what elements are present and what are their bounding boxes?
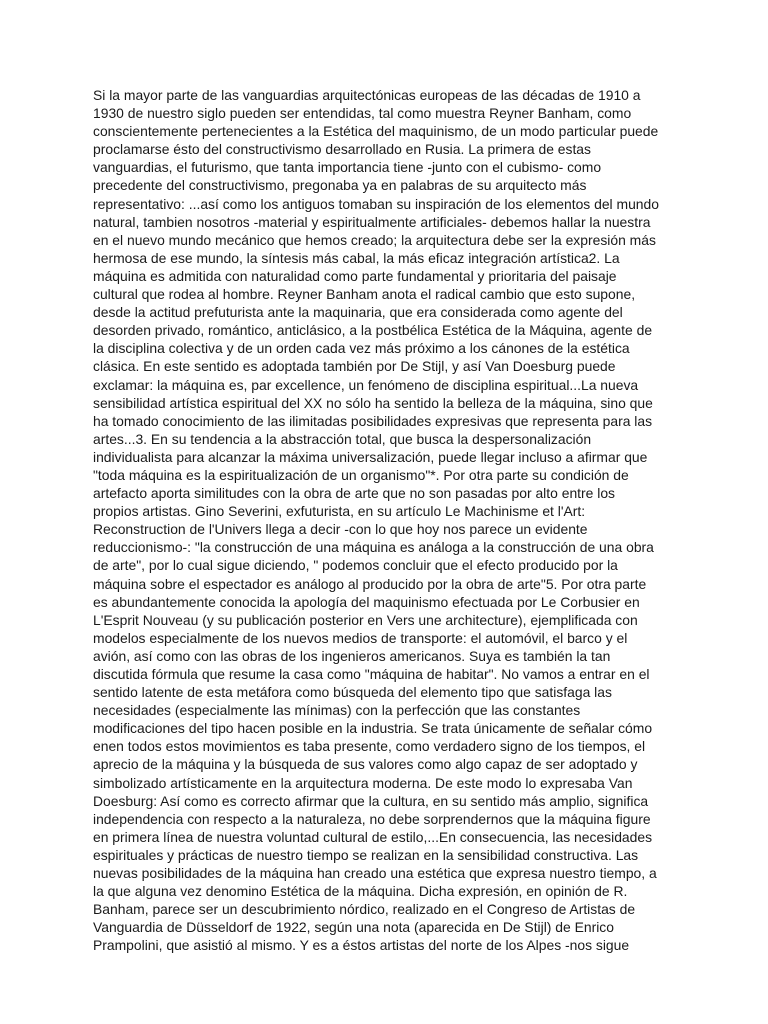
text-line: Prampolini, que asistió al mismo. Y es a éstos artistas del norte de los Alpes -nos sigue	[93, 937, 630, 954]
text-line: la disciplina colectiva y de un orden cada vez más próximo a los cánones de la estética	[93, 340, 630, 357]
text-line: ha tomado conocimiento de las ilimitadas posibilidades expresivas que representa para las	[93, 412, 653, 429]
text-line: sentido latente de esta metáfora como búsqueda del elemento tipo que satisfaga las	[93, 684, 612, 701]
text-line: independencia con respecto a la naturaleza, no debe sorprendernos que la máquina figure	[93, 810, 651, 827]
text-line: artefacto aporta similitudes con la obra de arte que no son pasadas por alto entre los	[93, 485, 615, 502]
text-line: individualista para alcanzar la máxima universalización, puede llegar incluso a afirmar que	[93, 448, 648, 465]
text-line: 1930 de nuestro siglo pueden ser entendidas, tal como muestra Reyner Banham, como	[93, 105, 632, 122]
text-line: artes...3. En su tendencia a la abstracción total, que busca la despersonalización	[93, 430, 592, 447]
text-line: desde la actitud prefuturista ante la maquinaria, que era considerada como agente del	[93, 304, 623, 321]
text-line: en primera línea de nuestra voluntad cultural de estilo,...En consecuencia, las necesidades	[93, 828, 653, 845]
text-line: "toda máquina es la espiritualización de un organismo"*. Por otra parte su condición de	[93, 466, 629, 483]
text-line: clásica. En este sentido es adoptada también por De Stijl, y así Van Doesburg puede	[93, 358, 616, 375]
text-line: propios artistas. Gino Severini, exfuturista, en su artículo Le Machinisme et l'Art:	[93, 503, 586, 520]
text-line: máquina sobre el espectador es análogo al producido por la obra de arte"5. Por otra parte	[93, 575, 647, 592]
text-line: es abundantemente conocida la apología del maquinismo efectuada por Le Corbusier en	[93, 593, 640, 610]
text-line: representativo: ...así como los antiguos tomaban su inspiración de los elementos del mundo	[93, 195, 659, 212]
text-line: desorden privado, romántico, anticlásico, a la postbélica Estética de la Máquina, agente de	[93, 322, 653, 339]
text-line: necesidades (especialmente las mínimas) con la perfección que las constantes	[93, 702, 581, 719]
text-line: avión, así como con las obras de los ingenieros americanos. Suya es también la tan	[93, 647, 611, 664]
text-line: reduccionismo-: "la construcción de una máquina es análoga a la construcción de una obra	[93, 539, 654, 556]
text-line: exclamar: la máquina es, par excellence, un fenómeno de disciplina espiritual...La nueva	[93, 376, 639, 393]
text-line: enen todos estos movimientos es taba presente, como verdadero signo de los tiempos, el	[93, 738, 646, 755]
text-line: máquina es admitida con naturalidad como parte fundamental y prioritaria del paisaje	[93, 267, 617, 284]
text-line: modelos especialmente de los nuevos medios de transporte: el automóvil, el barco y el	[93, 629, 628, 646]
text-line: espirituales y prácticas de nuestro tiempo se realizan en la sensibilidad constructiva. Las	[93, 846, 639, 863]
text-line: L'Esprit Nouveau (y su publicación posterior en Vers une architecture), ejemplificada con	[93, 611, 638, 628]
text-line: natural, tambien nosotros -material y espiritualmente artificiales- debemos hallar la nuestra	[93, 213, 651, 230]
text-line: precedente del constructivismo, pregonaba ya en palabras de su arquitecto más	[93, 177, 587, 194]
text-line: sensibilidad artística espiritual del XX no sólo ha sentido la belleza de la máquina, sino que	[93, 394, 653, 411]
body-text	[93, 86, 683, 955]
text-line: la que alguna vez denomino Estética de la máquina. Dicha expresión, en opinión de R.	[93, 883, 628, 900]
text-line: aprecio de la máquina y la búsqueda de sus valores como algo capaz de ser adoptado y	[93, 756, 638, 773]
text-line: vanguardias, el futurismo, que tanta importancia tiene -junto con el cubismo- como	[93, 159, 602, 176]
text-line: en el nuevo mundo mecánico que hemos creado; la arquitectura debe ser la expresión más	[93, 231, 656, 248]
text-line: conscientemente pertenecientes a la Estética del maquinismo, de un modo particular puede	[93, 123, 659, 140]
text-line: Banham, parece ser un descubrimiento nórdico, realizado en el Congreso de Artistas de	[93, 901, 636, 918]
text-line: modificaciones del tipo hacen posible en la industria. Se trata únicamente de señalar cómo	[93, 720, 653, 737]
text-line: Vanguardia de Düsseldorf de 1922, según una nota (aparecida en De Stijl) de Enrico	[93, 919, 614, 936]
text-line: de arte", por lo cual sigue diciendo, " podemos concluir que el efecto producido por la	[93, 557, 618, 574]
text-line: Si la mayor parte de las vanguardias arquitectónicas europeas de las décadas de 1910 a	[93, 87, 641, 103]
text-line: Doesburg: Así como es correcto afirmar que la cultura, en su sentido más amplio, significa	[93, 792, 649, 809]
text-line: Reconstruction de l'Univers llega a decir -con lo que hoy nos parece un evidente	[93, 521, 588, 538]
text-line: cultural que rodea al hombre. Reyner Banham anota el radical cambio que esto supone,	[93, 286, 636, 303]
text-line: discutida fórmula que resume la casa como "máquina de habitar". No vamos a entrar en el	[93, 666, 650, 682]
text-line: simbolizado artísticamente en la arquitectura moderna. De este modo lo expresaba Van	[93, 774, 633, 791]
text-line: proclamarse ésto del constructivismo desarrollado en Rusia. La primera de estas	[93, 141, 591, 158]
text-line: nuevas posibilidades de la máquina han creado una estética que expresa nuestro tiempo, a	[93, 865, 657, 882]
text-line: hermosa de ese mundo, la síntesis más cabal, la más eficaz integración artística2. La	[93, 249, 620, 266]
